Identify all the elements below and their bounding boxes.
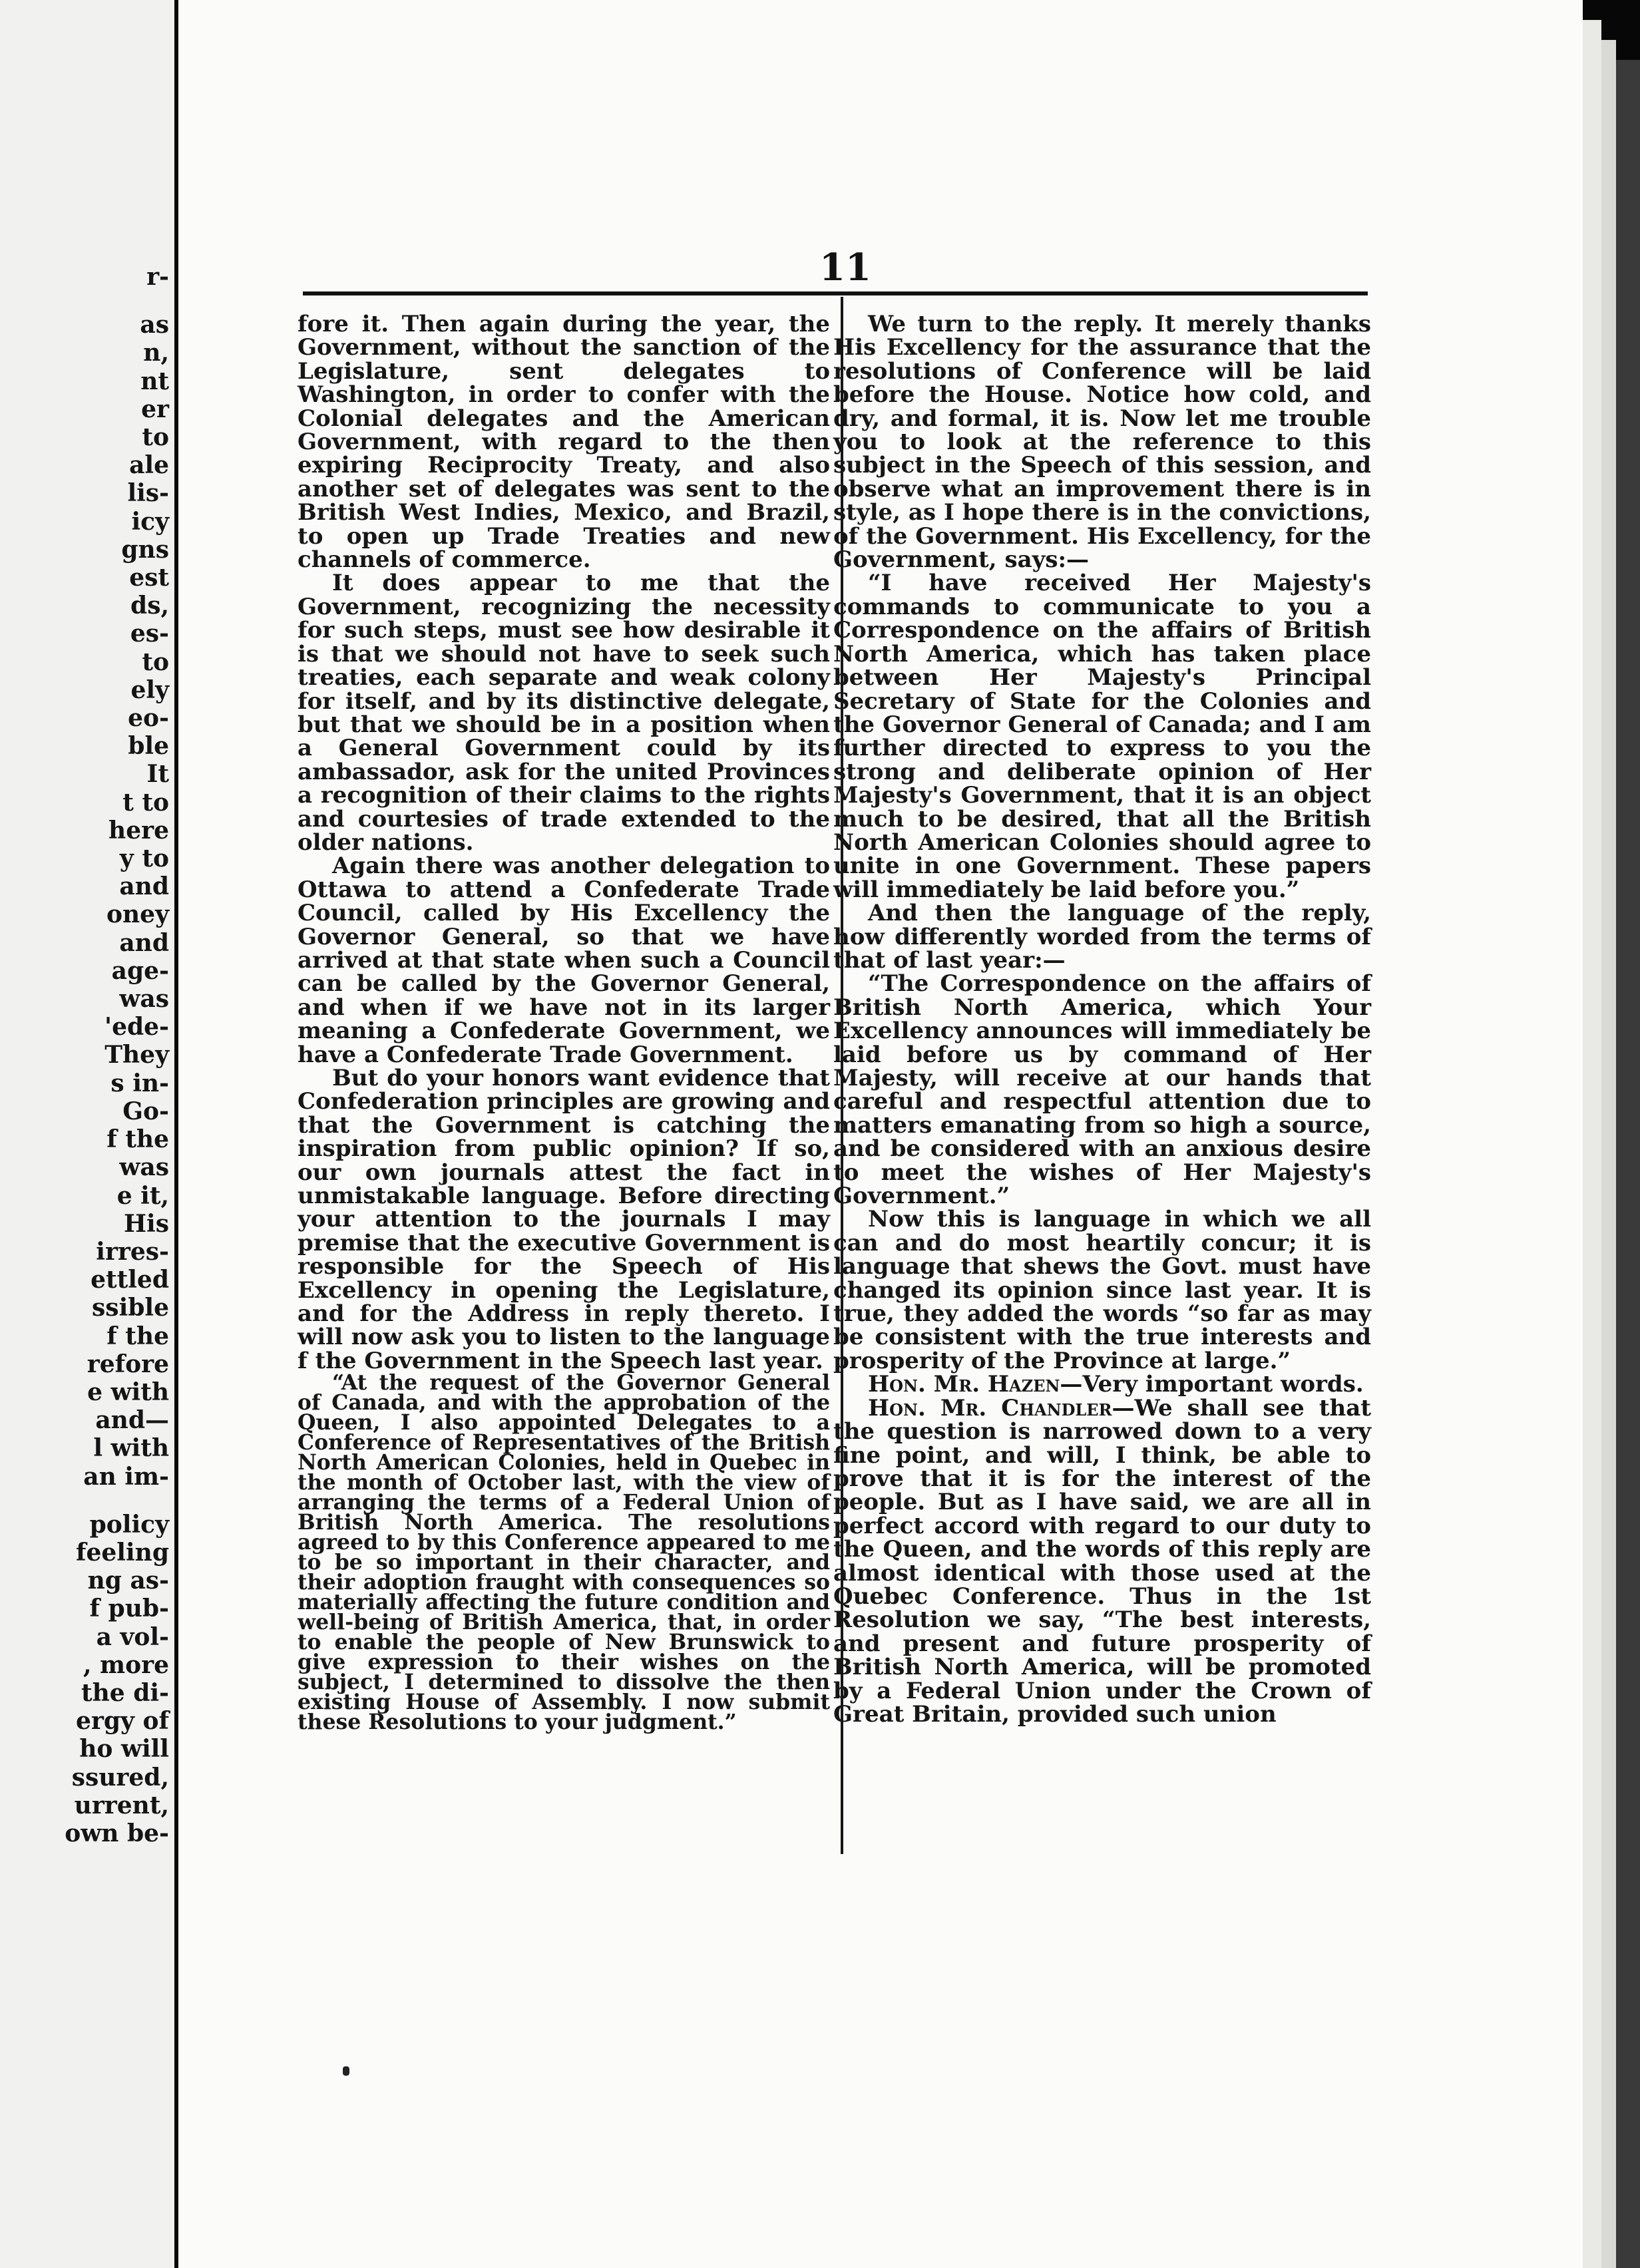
paragraph-text: fore it. Then again during the year, the Government, without the sanction of the Legislature, sent delegates to Washington, in order to confer with the Colonial delegates and the American Government, with regard to the then expiring Reciprocity Treaty, and also another set of delegates was sent to the British West Indies, Mexico, and Brazil, to open up Trade Treaties and new channels of commerce. (298, 311, 830, 574)
text-fragment: to (142, 423, 169, 452)
text-fragment: irres- (96, 1237, 169, 1266)
paragraph (298, 1370, 830, 1735)
text-fragment: an im- (83, 1462, 169, 1491)
paragraph-text: It does appear to me that the Government, recognizing the necessity for such steps, must see how desirable it is that we should not have to seek such treaties, each separate and weak colony for itself, and by its distinctive delegate, but that we should be in a position when a General Government could by its ambassador, ask for the united Provinces a recognition of their claims to the rights and courtesies of trade extended to the older nations. (298, 570, 830, 856)
text-fragment: Go- (122, 1097, 169, 1125)
text-fragment: urrent, (74, 1791, 169, 1819)
text-fragment: f the (106, 1322, 169, 1350)
text-fragment: es- (130, 620, 169, 648)
text-fragment: here (108, 816, 169, 845)
text-fragment: was (119, 1153, 169, 1182)
right-column (833, 313, 1371, 1726)
text-fragment: 'ede- (104, 1013, 169, 1041)
text-fragment: oney (106, 900, 169, 929)
paragraph-text: And then the language of the reply, how differently worded from the terms of that of last year:— (833, 900, 1371, 974)
text-fragment: gns (121, 535, 169, 564)
text-fragment: e with (87, 1378, 169, 1406)
facing-page-left (0, 0, 174, 2268)
text-fragment: His (124, 1209, 169, 1238)
paragraph-text: Now this is language in which we all can and do most heartily concur; it is language that shews the Govt. must have changed its opinion since last year. It is true, they added the words “so far as may be consistent with the true interests and prosperity of the Province at large.” (833, 1206, 1371, 1374)
text-fragment: ely (130, 675, 169, 704)
paragraph-text: —Very important words. (1060, 1371, 1364, 1398)
text-fragment: ssible (92, 1294, 169, 1322)
text-fragment: n, (143, 339, 169, 367)
text-fragment: r- (146, 263, 169, 291)
text-fragment: was (119, 985, 169, 1014)
paragraph-text: “I have received Her Majesty's commands to communicate to you a Correspondence on the affairs of British North America, which has taken place between Her Majesty's Principal Secretary of State for the Colonies and the Governor General of Canada; and I am further directed to express to you the strong and deliberate opinion of Her Majesty's Government, that it is an object much to be desired, that all the British North American Colonies should agree to unite in one Government. These papers will immediately be laid before you.” (833, 570, 1371, 903)
paragraph (298, 313, 830, 572)
paragraph-text: —We shall see that the question is narrowed down to a very fine point, and will, I think, be able to prove that it is for the interest of the people. But as I have said, we are all in perfect accord with regard to our duty to the Queen, and the words of this reply are almost identical with those used at the Quebec Conference. Thus in the 1st Resolution we say, “The best interests, and present and future prosperity of British North America, will be promoted by a Federal Union under the Crown of Great Britain, provided such union (833, 1394, 1371, 1728)
text-fragment: er (141, 395, 169, 423)
text-fragment: ale (129, 451, 169, 480)
text-fragment: and (119, 872, 169, 901)
text-fragment: It (146, 760, 169, 789)
speaker-name: Hon. Mr. Chandler (868, 1394, 1112, 1421)
text-fragment: l with (93, 1434, 169, 1463)
page-number: 11 (819, 246, 871, 289)
text-fragment: a vol- (96, 1622, 169, 1651)
facing-page-text-fragments (3, 263, 169, 1847)
print-speck (343, 2066, 349, 2076)
header-rule (303, 291, 1368, 295)
paragraph-text: “At the request of the Governor General of Canada, and with the approbation of the Queen, I also appointed Delegates to a Conference of Representatives of the British North American Colonies, held in Quebec in the month of October last, with the view of arranging the terms of a Federal Union of British North America. The resolutions agreed to by this Conference appeared to me to be so important in their character, and their adoption fraught with consequences so materially affecting the future condition and well-being of British America, that, in order to enable the people of New Brunswick to give expression to their wishes on the subject, I determined to dissolve the then existing House of Assembly. I now submit these Resolutions to your judgment.” (298, 1370, 830, 1735)
paragraph-text: We turn to the reply. It merely thanks His Excellency for the assurance that the resolutions of Conference will be laid before the House. Notice how cold, and dry, and formal, it is. Now let me trouble you to look at the reference to this subject in the Speech of this session, and observe what an improvement there is in style, as I hope there is in the convictions, of the Government. His Excellency, for the Government, says:— (833, 311, 1371, 574)
text-fragment: and (119, 928, 169, 957)
speaker-name: Hon. Mr. Hazen (868, 1371, 1060, 1398)
paragraph (833, 313, 1371, 572)
text-fragment: , more (83, 1650, 169, 1679)
text-fragment: to (142, 648, 169, 676)
paragraph (298, 572, 830, 854)
text-fragment (3, 1491, 169, 1511)
paragraph (298, 854, 830, 1067)
left-column (298, 311, 830, 1735)
text-fragment: policy (89, 1510, 169, 1539)
paragraph (833, 902, 1371, 972)
text-fragment: lis- (127, 479, 169, 508)
paragraph-text: “The Correspondence on the affairs of British North America, which Your Excellency announces will immediately be laid before us by command of Her Majesty, will receive at our hands that careful and respectful attention due to matters emanating from so high a source, and be considered with an anxious desire to meet the wishes of Her Majesty's Government.” (833, 970, 1371, 1210)
text-fragment: refore (87, 1350, 169, 1378)
page-edge (1601, 40, 1616, 2268)
text-fragment: f pub- (89, 1595, 169, 1623)
text-fragment: ble (128, 732, 169, 761)
text-fragment: the di- (81, 1678, 169, 1707)
paragraph (833, 972, 1371, 1208)
text-fragment: nt (140, 367, 169, 395)
text-fragment: own be- (65, 1819, 169, 1847)
text-fragment: ssured, (71, 1763, 169, 1792)
text-fragment: feeling (76, 1538, 169, 1567)
text-fragment: ds, (130, 592, 169, 620)
text-fragment: y to (119, 845, 169, 873)
paragraph (833, 572, 1371, 902)
text-fragment: ergy of (76, 1707, 169, 1736)
text-fragment: icy (131, 507, 169, 536)
paragraph-text: Again there was another delegation to Ottawa to attend a Confederate Trade Council, called by His Excellency the Governor General, so that we have arrived at that state when such a Council can be called by the Governor General, and when if we have not in its larger meaning a Confederate Government, we have a Confederate Trade Government. (298, 852, 830, 1068)
text-fragment: age- (111, 956, 169, 985)
text-fragment: eo- (128, 704, 169, 733)
paragraph-text: But do your honors want evidence that Confederation principles are growing and that the Government is catching the inspiration from public opinion? If so, our own journals attest the fact in unmistakable language. Before directing your attention to the journals I may premise that the executive Government is responsible for the Speech of His Excellency in opening the Legislature, and for the Address in reply thereto. I will now ask you to listen to the language f the Government in the Speech last year. (298, 1065, 830, 1374)
text-fragment: ettled (91, 1266, 169, 1294)
paragraph (833, 1208, 1371, 1373)
text-fragment: ho will (79, 1735, 169, 1764)
text-fragment: f the (106, 1125, 169, 1154)
paragraph (833, 1394, 1371, 1728)
text-fragment: e it, (116, 1181, 169, 1210)
text-fragment: s in- (110, 1069, 169, 1097)
page-edge (1583, 20, 1601, 2268)
paragraph (833, 1373, 1371, 1396)
paragraph (298, 1067, 830, 1373)
text-fragment: ng as- (87, 1567, 169, 1595)
text-fragment (3, 291, 169, 311)
text-fragment: and— (95, 1406, 169, 1435)
text-fragment: as (140, 311, 169, 339)
text-fragment: They (104, 1041, 169, 1069)
text-fragment: t to (122, 788, 169, 817)
text-fragment: est (129, 564, 169, 592)
book-edge-shadow (1616, 60, 1640, 2268)
